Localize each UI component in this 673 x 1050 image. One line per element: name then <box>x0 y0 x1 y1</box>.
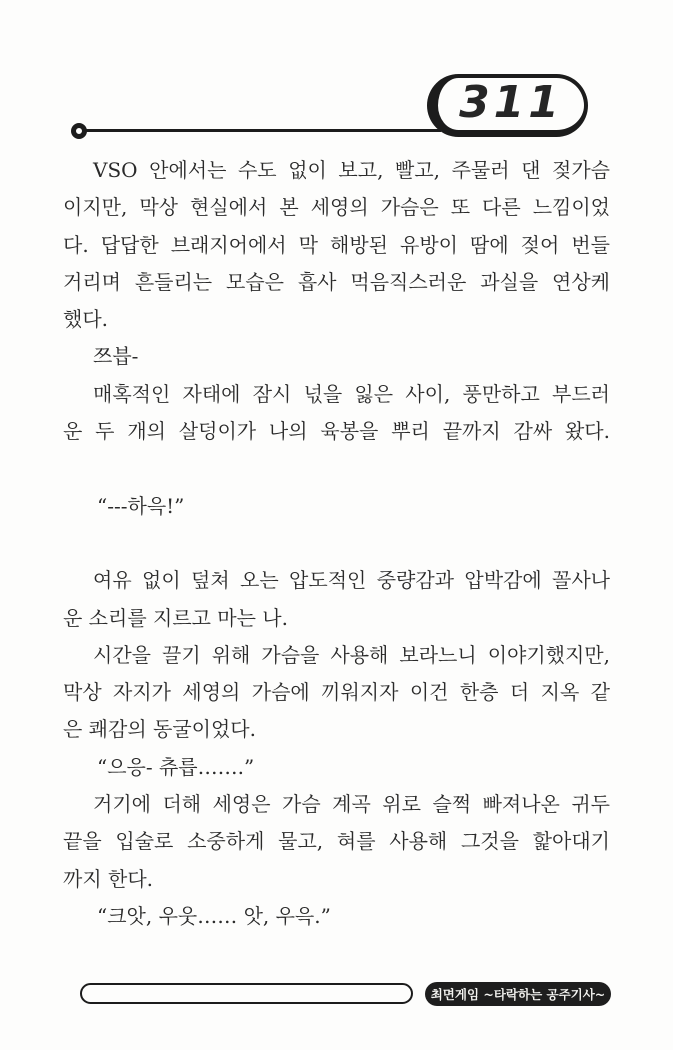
body-line: 여유 없이 덮쳐 오는 압도적인 중량감과 압박감에 꼴사나 <box>93 568 610 593</box>
body-line: 막상 자지가 세영의 가슴에 끼워지자 이건 한층 더 지옥 같 <box>63 680 610 705</box>
body-line: 거리며 흔들리는 모습은 흡사 먹음직스러운 과실을 연상케 <box>63 269 610 294</box>
body-line: 운 소리를 지르고 마는 나. <box>63 605 288 630</box>
book-title-badge <box>425 982 611 1006</box>
body-line: “---하윽!” <box>97 493 185 518</box>
body-line: 은 쾌감의 동굴이었다. <box>63 717 256 742</box>
body-line-blank <box>63 525 610 562</box>
body-line: VSO 안에서는 수도 없이 보고, 빨고, 주물러 댄 젖가슴 <box>93 158 610 182</box>
footer-bar <box>80 983 413 1004</box>
page-number: 311 <box>459 76 563 128</box>
book-title: 최면게임 ~타락하는 공주기사~ <box>430 987 606 1002</box>
body-line: 쯔븝- <box>93 344 139 369</box>
ring-icon <box>71 123 87 139</box>
body-line: 까지 한다. <box>63 866 153 891</box>
body-line: 이지만, 막상 현실에서 본 세영의 가슴은 또 다른 느낌이었 <box>63 195 610 220</box>
body-line: 거기에 더해 세영은 가슴 계곡 위로 슬쩍 빠져나온 귀두 <box>93 792 610 817</box>
body-text <box>63 152 610 935</box>
body-line: 다. 답답한 브래지어에서 막 해방된 유방이 땀에 젖어 번들 <box>63 232 610 257</box>
body-line: 했다. <box>63 307 108 332</box>
body-line: 끝을 입술로 소중하게 물고, 혀를 사용해 그것을 핥아대기 <box>63 829 610 854</box>
body-line: 시간을 끌기 위해 가슴을 사용해 보라느니 이야기했지만, <box>93 642 610 667</box>
body-line-blank <box>63 450 610 487</box>
body-line: “으응- 츄릅…….” <box>97 754 255 779</box>
page-number-badge <box>427 74 588 137</box>
body-line: 운 두 개의 살덩이가 나의 육봉을 뿌리 끝까지 감싸 왔다. <box>63 419 610 444</box>
body-line: 매혹적인 자태에 잠시 넋을 잃은 사이, 풍만하고 부드러 <box>93 381 610 406</box>
header-rule <box>79 129 441 132</box>
body-line: “크앗, 우웃…… 앗, 우윽.” <box>97 903 331 928</box>
